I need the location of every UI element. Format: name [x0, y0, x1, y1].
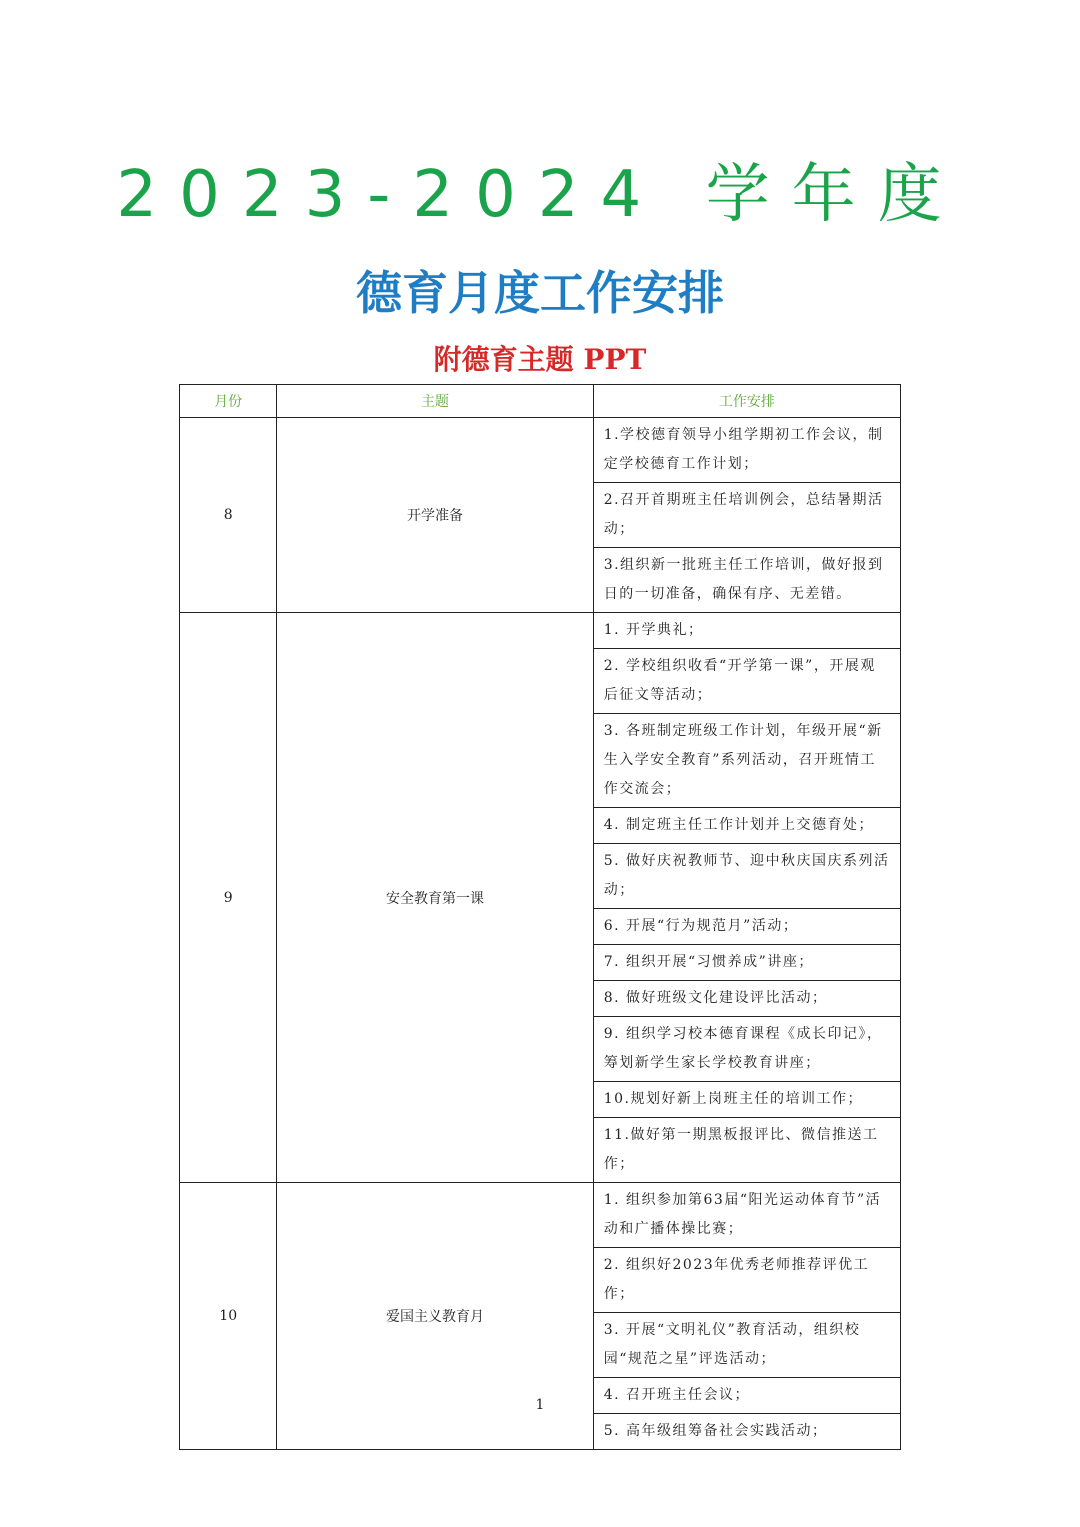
plan-table	[179, 384, 901, 1450]
theme-cell: 安全教育第一课	[277, 613, 593, 1183]
work-item: 4. 制定班主任工作计划并上交德育处；	[594, 808, 900, 844]
theme-cell: 开学准备	[277, 418, 593, 613]
work-item: 9. 组织学习校本德育课程《成长印记》，筹划新学生家长学校教育讲座；	[594, 1017, 900, 1082]
header-theme: 主题	[277, 385, 593, 418]
work-item: 6. 开展“行为规范月”活动；	[594, 909, 900, 945]
work-item: 11.做好第一期黑板报评比、微信推送工作；	[603, 1127, 879, 1172]
work-item: 2. 组织好2023年优秀老师推荐评优工作；	[594, 1248, 900, 1313]
work-cell	[593, 613, 900, 1183]
work-item: 1. 组织参加第63届“阳光运动体育节”活动和广播体操比赛；	[594, 1183, 900, 1248]
work-item: 3. 开展“文明礼仪”教育活动，组织校园“规范之星”评选活动；	[594, 1313, 900, 1378]
theme-cell: 爱国主义教育月	[277, 1183, 593, 1450]
month-cell: 10	[180, 1183, 277, 1450]
header-month: 月份	[180, 385, 277, 418]
work-item: 4. 召开班主任会议；	[594, 1378, 900, 1414]
work-item: 8. 做好班级文化建设评比活动；	[594, 981, 900, 1017]
month-cell: 8	[180, 418, 277, 613]
table-header-row	[180, 385, 901, 418]
title-main: 德育月度工作安排	[356, 266, 724, 320]
work-item: 7. 组织开展“习惯养成”讲座；	[594, 945, 900, 981]
work-item: 1. 开学典礼；	[594, 613, 900, 649]
title-year: 2023-2024 学年度	[116, 158, 964, 232]
work-item: 3. 各班制定班级工作计划，年级开展“新生入学安全教育”系列活动，召开班情工作交流会；	[594, 714, 900, 808]
month-cell: 9	[180, 613, 277, 1183]
work-item: 2.召开首期班主任培训例会，总结暑期活动；	[594, 483, 900, 548]
work-item: 2. 学校组织收看“开学第一课”，开展观后征文等活动；	[594, 649, 900, 714]
work-cell	[593, 418, 900, 613]
table-row	[180, 613, 901, 1183]
work-item: 3.组织新一批班主任工作培训，做好报到日的一切准备，确保有序、无差错。	[603, 557, 884, 602]
work-item: 5. 高年级组筹备社会实践活动；	[603, 1423, 828, 1439]
work-item: 5. 做好庆祝教师节、迎中秋庆国庆系列活动；	[594, 844, 900, 909]
work-item: 10.规划好新上岗班主任的培训工作；	[594, 1082, 900, 1118]
table-row	[180, 418, 901, 613]
page-number: 1	[535, 1397, 545, 1413]
header-work: 工作安排	[593, 385, 900, 418]
title-sub: 附德育主题 PPT	[433, 343, 647, 376]
work-item: 1.学校德育领导小组学期初工作会议，制定学校德育工作计划；	[594, 418, 900, 483]
